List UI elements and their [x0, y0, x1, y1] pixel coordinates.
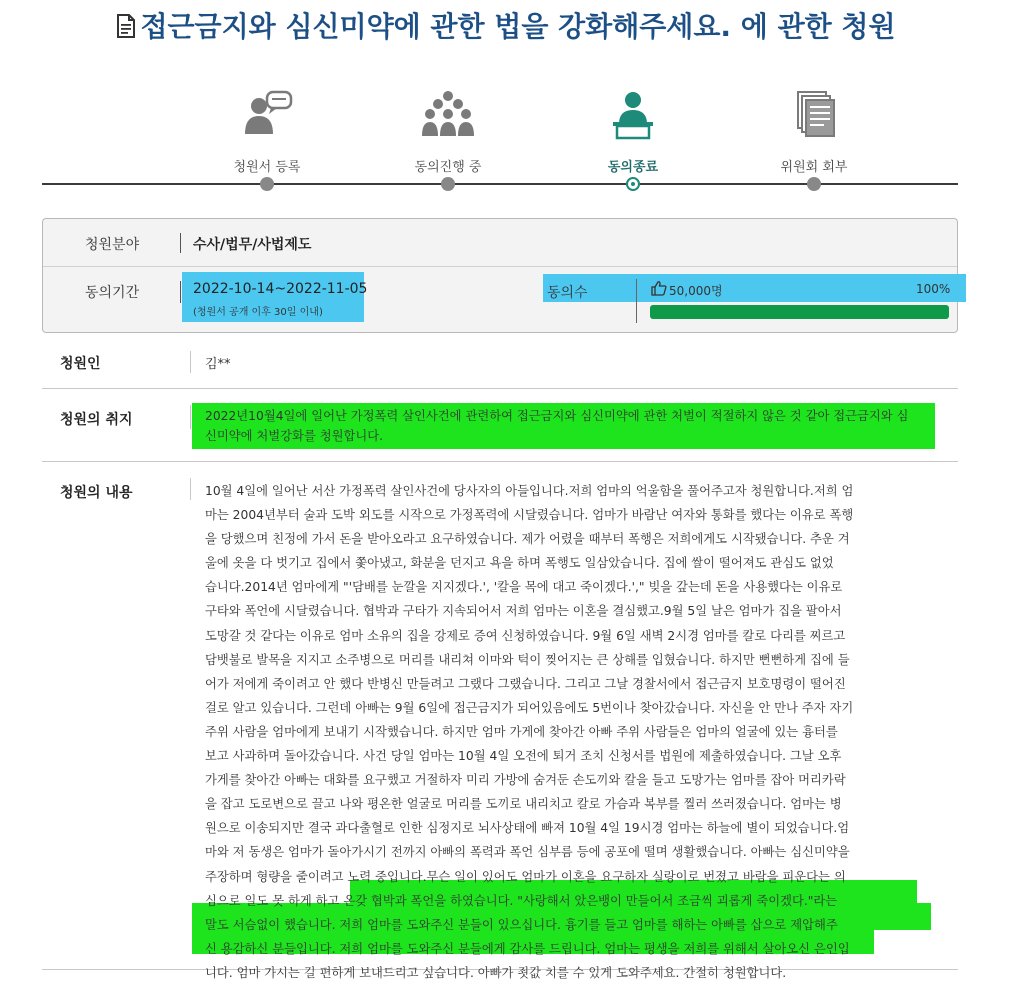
purpose-text	[205, 406, 908, 446]
content-line: 주위 사람을 엄마에게 보내기 시작했습니다. 하지만 엄마 가게에 찾아간 아빠 주위 사람들은 엄마의 얼굴에 있는 흉터를	[205, 724, 838, 739]
content-line: 어가 저에게 죽이려고 안 했다 반병신 만들려고 그랬다 그랬습니다. 그리고 그날 경찰서에서 접근금지 보호명령이 떨어진	[205, 676, 846, 691]
purpose-label: 청원의 취지	[60, 412, 133, 428]
content-line: 을 잡고 도로변으로 끌고 나와 평온한 얼굴로 머리를 도끼로 내리치고 칼로 가슴과 복부를 찔러 쓰러졌습니다. 엄마는 병	[205, 797, 842, 812]
agree-progress-bar	[650, 305, 949, 319]
agree-label: 동의수	[547, 285, 588, 301]
step-dot-active	[626, 177, 640, 191]
content-line: 신 용감하신 분들입니다. 저희 엄마를 도와주신 분들에게 감사를 드립니다. 엄마는 평생을 저희를 위해서 살아오신 은인입	[205, 941, 850, 956]
petition-progress-steps	[42, 88, 958, 198]
petitioner-section	[42, 333, 958, 389]
podium-person-icon	[603, 88, 663, 140]
content-line: 을 당했으며 친정에 가서 돈을 받아오라고 요구하였습니다. 제가 어렸을 때부터 폭행은 저희에게도 시작됐습니다. 추운 겨	[205, 532, 850, 547]
content-line: 말도 서슴없이 했습니다. 저희 엄마를 도와주신 분들이 있으십니다. 흉기를 들고 엄마를 해하는 아빠를 삽으로 제압해주	[205, 917, 838, 932]
step-label: 청원서 등록	[233, 160, 301, 175]
purpose-line: 신미약에 처벌강화를 청원합니다.	[205, 429, 384, 443]
agree-count: 50,000명	[669, 284, 723, 298]
content-divider	[190, 478, 191, 500]
category-label: 청원분야	[85, 237, 140, 253]
content-line: 담뱃불로 발목을 지지고 소주병으로 머리를 내리쳐 이마와 턱이 찢어지는 큰 상해를 입혔습니다. 하지만 뻔뻔하게 집에 들	[205, 652, 850, 667]
petitioner-value: 김**	[205, 357, 231, 372]
step-label: 동의진행 중	[414, 160, 482, 175]
content-line: 원으로 이송되지만 결국 과다출혈로 인한 심정지로 뇌사상태에 빠져 10월 4일 19시경 엄마는 하늘에 별이 되었습니다.엄	[205, 821, 850, 836]
page-title-text: 접근금지와 심신미약에 관한 법을 강화해주세요. 에 관한 청원	[140, 10, 896, 43]
thumbs-up-icon	[651, 280, 667, 296]
period-value: 2022-10-14~2022-11-05	[193, 281, 368, 297]
step-dot	[260, 177, 274, 191]
content-line: 주장하며 형량을 줄이려고 노력 중입니다.무슨 일이 있어도 엄마가 이혼을 요구하자 실랑이로 번졌고 바람을 피운다는 의	[205, 869, 846, 884]
step-label: 동의종료	[607, 160, 659, 175]
content-text	[205, 479, 943, 985]
step-dot	[441, 177, 455, 191]
document-stack-icon	[784, 88, 844, 140]
content-line: 마와 저 동생은 엄마가 돌아가시기 전까지 아빠의 폭력과 폭언 심부름 등에 공포에 떨며 생활했습니다. 아빠는 심신미약을	[205, 845, 850, 860]
content-line: 울에 옷을 다 벗기고 집에서 쫓아냈고, 화분을 던지고 욕을 하며 폭행도 일삼았습니다. 집에 쌀이 떨어져도 관심도 없었	[205, 556, 834, 571]
document-icon	[116, 14, 136, 38]
petitioner-label: 청원인	[60, 356, 101, 372]
content-line: 가게를 찾아간 아빠는 대화를 요구했고 거절하자 미리 가방에 숨겨둔 손도끼와 칼을 들고 도망가는 엄마를 잡아 머리카락	[205, 773, 846, 788]
agree-highlight	[543, 274, 966, 302]
period-note: (청원서 공개 이후 30일 이내)	[193, 307, 323, 318]
period-label: 동의기간	[85, 285, 140, 301]
group-people-icon	[418, 88, 478, 140]
step-registration	[197, 88, 337, 175]
period-divider	[180, 281, 181, 303]
step-closed	[563, 88, 703, 175]
agree-divider	[636, 279, 637, 323]
content-line: 니다. 엄마 가시는 길 편하게 보내드리고 싶습니다. 아빠가 죗값 치를 수 있게 도와주세요. 간절히 청원합니다.	[205, 965, 787, 980]
content-line: 걸로 알고 있습니다. 그런데 아빠는 9월 6일에 접근금지가 되어있음에도 5번이나 찾아갔습니다. 자신을 안 만나 주자 자기	[205, 700, 854, 715]
petitioner-divider	[190, 351, 191, 373]
content-line: 구타와 폭언에 시달렸습니다. 협박과 구타가 지속되어서 저희 엄마는 이혼을 결심했고.9월 5일 날은 엄마가 집을 팔아서	[205, 604, 842, 619]
category-value: 수사/법무/사법제도	[193, 237, 312, 253]
step-label: 위원회 회부	[780, 160, 848, 175]
purpose-divider	[190, 405, 191, 429]
content-line: 마는 2004년부터 술과 도박 외도를 시작으로 가정폭력에 시달렸습니다. 엄마가 바람난 여자와 통화를 했다는 이유로 폭행	[205, 508, 854, 523]
content-label: 청원의 내용	[60, 485, 133, 501]
content-line: 10월 4일에 일어난 서산 가정폭력 살인사건에 당사자의 아들입니다.저희 엄마의 억울함을 풀어주고자 청원합니다.저희 엄	[205, 484, 854, 498]
step-in-progress	[378, 88, 518, 175]
content-line: 보고 사과하며 돌아갔습니다. 사건 당일 엄마는 10월 4일 오전에 퇴거 조치 신청서를 법원에 제출하였습니다. 그날 오후	[205, 749, 842, 764]
step-dot	[807, 177, 821, 191]
category-row	[43, 219, 957, 267]
purpose-section	[42, 389, 958, 462]
petition-info-box	[42, 218, 958, 333]
speech-person-icon	[237, 88, 297, 140]
category-divider	[180, 233, 181, 253]
content-line: 습니다.2014년 엄마에게 "'담배를 눈깔을 지지겠다.', '칼을 목에 대고 죽이겠다.'," 빚을 갚는데 돈을 사용했다는 이유로	[205, 580, 843, 595]
content-line: 도망갈 것 같다는 이유로 엄마 소유의 집을 강제로 증여 신청하였습니다. 9월 6일 새벽 2시경 엄마를 칼로 다리를 찌르고	[205, 628, 846, 643]
purpose-line: 2022년10월4일에 일어난 가정폭력 살인사건에 관련하여 접근금지와 심신미약에 관한 처벌이 적절하지 않은 것 같아 접근금지와 심	[205, 409, 909, 423]
step-committee	[744, 88, 884, 175]
page-title	[100, 6, 912, 48]
content-line: 심으로 일도 못 하게 하고 온갖 협박과 폭언을 하였습니다. "사랑해서 았은뱅이 만들어서 조금씩 괴롭게 죽이겠다."라는	[205, 893, 838, 908]
agree-percent: 100%	[916, 282, 951, 296]
